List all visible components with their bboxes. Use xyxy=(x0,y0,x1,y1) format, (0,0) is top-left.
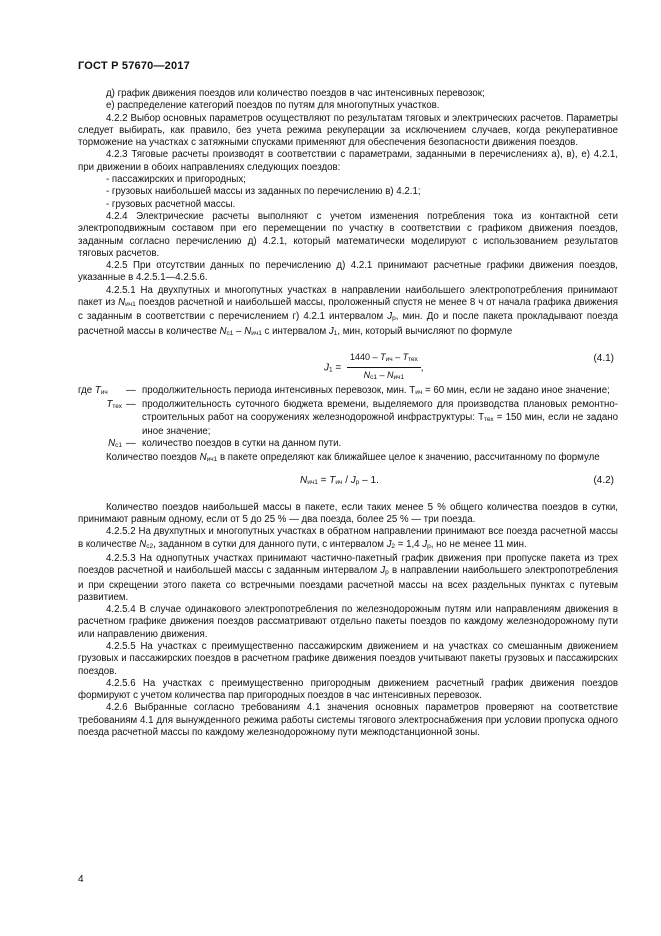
clause-packet-count: Количество поездов Nич1 в пакете определяют как ближайшее целое к значению, рассчитанному по формуле xyxy=(106,452,600,464)
list-item-e: е) распределение категорий поездов по путям для многопутных участков. xyxy=(106,100,440,112)
clause-4-2-5-4: 4.2.5.4 В случае одинакового электропотребления по железнодорожным путям или направлениям движения в расчетном графике движения поездов рассматривают отдельно пакеты поездов по каждому железнодорожному пути или направлению движения. xyxy=(78,604,618,640)
clause-4-2-3: 4.2.3 Тяговые расчеты производят в соответствии с параметрами, заданными в перечислениях а), в), е) 4.2.1, при движении в обоих направлениях следующих поездов: xyxy=(78,149,618,173)
document-header: ГОСТ Р 57670—2017 xyxy=(78,60,190,72)
clause-4-2-6: 4.2.6 Выбранные согласно требованиям 4.1 значения основных параметров проверяют на соответствие требованиям 4.1 для вынужденного режима работы системы тягового электроснабжения при условии пропуска одного поезда расчетной массы по каждому железнодорожному пути межподстанционной зоны. xyxy=(78,702,618,739)
legend-row: Tтех — продолжительность суточного бюджета времени, выделяемого для производства плановых ремонтно-строительных работ на сооружениях железнодорожной инфраструктуры: Tтех = 150 мин, если не задано иное значение; xyxy=(106,399,618,437)
formula-4-2-number: (4.2) xyxy=(593,474,614,486)
clause-4-2-5-5: 4.2.5.5 На участках с преимущественно пассажирским движением и на участках со смешанным движением грузовых и пассажирских поездов в расчетном графике движения поездов учитывают пакеты грузовых и пассажирских поездов. xyxy=(78,640,618,677)
legend-row: Nс1 — количество поездов в сутки на данном пути. xyxy=(108,438,342,450)
legend-row: где Tич — продолжительность периода интенсивных перевозок, мин. Tич = 60 мин, если не задано иное значение; xyxy=(78,384,610,396)
clause-4-2-5-2: 4.2.5.2 На двухпутных и многопутных участках в обратном направлении принимают все поезда расчетной массы в количестве Nс2, заданном в сутки для данного пути, с интервалом J2 = 1,4 Jр, но не менее 11 мин. xyxy=(78,526,618,550)
document-body xyxy=(78,88,618,739)
clause-4-2-5-3: 4.2.5.3 На однопутных участках принимают частично-пакетный график движения при пропуске пакета из трех поездов расчетной и наибольшей массы с заданным интервалом Jр в направлении наибольшего электропотребления и при скрещении этого пакета со встречными поездами расчетной массы на всех раздельных пунктах с путевым развитием. xyxy=(78,552,618,603)
formula-4-1-expression: J1 = $\frac{\text{1440 – Tич – Tтех}}{\text{Nс1 – Nич1}}$ , xyxy=(324,351,424,385)
list-item-d: д) график движения поездов или количество поездов в час интенсивных перевозок; xyxy=(106,88,485,99)
where-legend xyxy=(78,385,618,452)
formula-4-1-fraction: $\frac{\text{1440 – Tич – Tтех}}{\text{Nс1 – Nич1}}$ xyxy=(347,351,421,385)
clause-heaviest-count: Количество поездов наибольшей массы в пакете, если таких менее 5 % общего количества поездов в сутки, принимают равным одному, если от 5 до 25 % — два поезда, более 25 % — три поезда. xyxy=(78,501,618,526)
page-number: 4 xyxy=(78,874,84,885)
clause-4-2-2: 4.2.2 Выбор основных параметров осуществляют по результатам тяговых и электрических расчетов. Параметры следует выбирать, как правило, без учета режима рекуперации за исключением случаев, когда рекуперативное торможение на участках с затяжными спусками применяют для обеспечения безопасности движения поездов. xyxy=(78,112,618,149)
bullet-heaviest-freight: - грузовых наибольшей массы из заданных по перечислению в) 4.2.1; xyxy=(106,186,421,198)
formula-4-1-number: (4.1) xyxy=(593,352,614,364)
formula-4-2-expression: Nич1 = Tич / Jр – 1. xyxy=(300,474,379,486)
clause-4-2-5-1: 4.2.5.1 На двухпутных и многопутных участках в направлении наибольшего электропотребления принимают пакет из Nич1 поездов расчетной и наибольшей массы, проложенный спустя не менее 8 ч от начала графика движения с заданным в соответствии с перечислением г) 4.2.1 интервалом Jр, мин. До и после пакета прокладывают поезда расчетной массы в количестве Nс1 – Nич1 с интервалом J1, мин, который вычисляют по формуле xyxy=(78,284,618,337)
bullet-passenger: - пассажирских и пригородных; xyxy=(106,174,246,186)
bullet-design-freight: - грузовых расчетной массы. xyxy=(106,198,236,210)
formula-4-2 xyxy=(78,472,618,494)
formula-4-1 xyxy=(78,343,618,381)
clause-4-2-5-6: 4.2.5.6 На участках с преимущественно пригородным движением расчетный график движения поездов формируют с учетом количества пар пригородных поездов в час интенсивных перевозок. xyxy=(78,677,618,702)
clause-4-2-4: 4.2.4 Электрические расчеты выполняют с учетом изменения потребления тока из контактной сети электроподвижным составом при его перемещении по участку в соответствии с графиком движения поездов, заданным согласно перечислению д) 4.2.1, который математически моделируют с использованием результатов тяговых расчетов. xyxy=(78,210,618,259)
clause-4-2-5: 4.2.5 При отсутствии данных по перечислению д) 4.2.1 принимают расчетные графики движения поездов, указанные в 4.2.5.1—4.2.5.6. xyxy=(78,260,618,284)
